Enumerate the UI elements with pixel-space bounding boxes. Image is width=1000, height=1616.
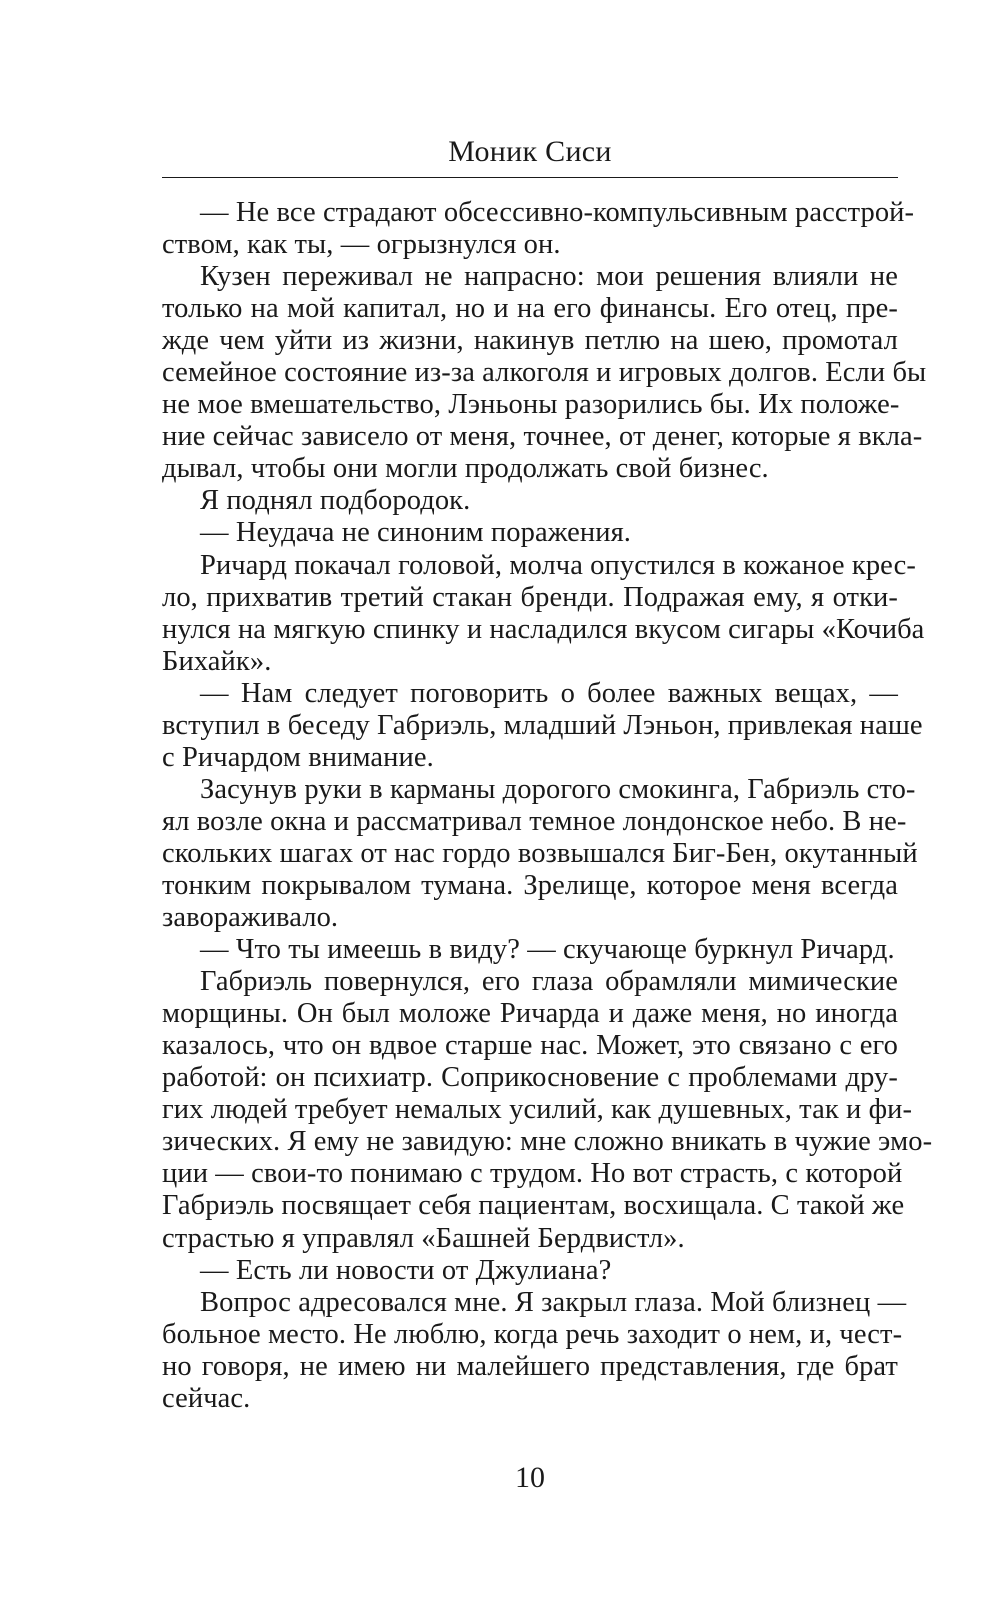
text-line: Засунув руки в карманы дорогого смокинга, Габриэль сто-	[200, 773, 916, 805]
text-line: — Не все страдают обсессивно-компульсивным расстрой-	[200, 197, 915, 228]
text-line: ством, как ты, — огрызнулся он.	[162, 229, 561, 261]
text-line: сейчас.	[162, 1382, 251, 1414]
text-line: вступил в беседу Габриэль, младший Лэньон, привлекая наше	[162, 709, 923, 741]
text-line: Я поднял подбородок.	[200, 485, 471, 517]
text-line: зических. Я ему не завидую: мне сложно вникать в чужие эмо-	[162, 1126, 933, 1158]
text-line: Бихайк».	[162, 645, 272, 677]
text-line: Вопрос адресовался мне. Я закрыл глаза. Мой близнец —	[200, 1286, 907, 1318]
text-line: страстью я управлял «Башней Бердвистл».	[162, 1222, 685, 1254]
text-line: не мое вмешательство, Лэньоны разорились бы. Их положе-	[162, 389, 900, 421]
text-line: — Нам следует поговорить о более важных вещах, —	[200, 677, 898, 709]
text-line: ние сейчас зависело от меня, точнее, от денег, которые я вкла-	[162, 421, 923, 453]
body-text	[162, 197, 933, 1415]
text-line: морщины. Он был моложе Ричарда и даже меня, но иногда	[162, 998, 898, 1030]
text-line: больное место. Не люблю, когда речь заходит о нем, и, чест-	[162, 1318, 903, 1350]
text-line: — Неудача не синоним поражения.	[200, 517, 632, 549]
text-line: Габриэль повернулся, его глаза обрамляли мимические	[200, 966, 898, 998]
text-line: скольких шагах от нас гордо возвышался Биг-Бен, окутанный	[162, 837, 918, 869]
text-line: только на мой капитал, но и на его финансы. Его отец, пре-	[162, 293, 898, 325]
text-line: ял возле окна и рассматривал темное лондонское небо. В не-	[162, 805, 907, 837]
text-line: но говоря, не имею ни малейшего представления, где брат	[162, 1350, 898, 1382]
text-line: семейное состояние из-за алкоголя и игровых долгов. Если бы	[162, 357, 927, 389]
page-number: 10	[515, 1461, 545, 1494]
text-line: ло, прихватив третий стакан бренди. Подражая ему, я отки-	[162, 581, 898, 613]
running-head-author: Моник Сиси	[448, 135, 612, 168]
text-line: — Что ты имеешь в виду? — скучающе буркнул Ричард.	[200, 934, 895, 966]
text-line: казалось, что он вдвое старше нас. Может, это связано с его	[162, 1030, 898, 1062]
text-line: Ричард покачал головой, молча опустился в кожаное крес-	[200, 549, 916, 581]
text-line: гих людей требует немалых усилий, как душевных, так и фи-	[162, 1094, 913, 1126]
text-line: — Есть ли новости от Джулиана?	[200, 1254, 612, 1286]
text-line: жде чем уйти из жизни, накинув петлю на шею, промотал	[162, 325, 898, 357]
text-line: Кузен переживал не напрасно: мои решения влияли не	[200, 261, 898, 293]
header-rule	[162, 177, 898, 178]
text-line: тонким покрывалом тумана. Зрелище, которое меня всегда	[162, 869, 898, 901]
text-line: нулся на мягкую спинку и насладился вкусом сигары «Кочиба	[162, 613, 925, 645]
text-line: с Ричардом внимание.	[162, 741, 434, 773]
text-line: завораживало.	[162, 902, 339, 934]
text-line: работой: он психиатр. Соприкосновение с проблемами дру-	[162, 1062, 898, 1094]
text-line: ции — свои-то понимаю с трудом. Но вот страсть, с которой	[162, 1158, 903, 1190]
text-line: Габриэль посвящает себя пациентам, восхищала. С такой же	[162, 1190, 905, 1222]
text-line: дывал, чтобы они могли продолжать свой бизнес.	[162, 453, 769, 485]
